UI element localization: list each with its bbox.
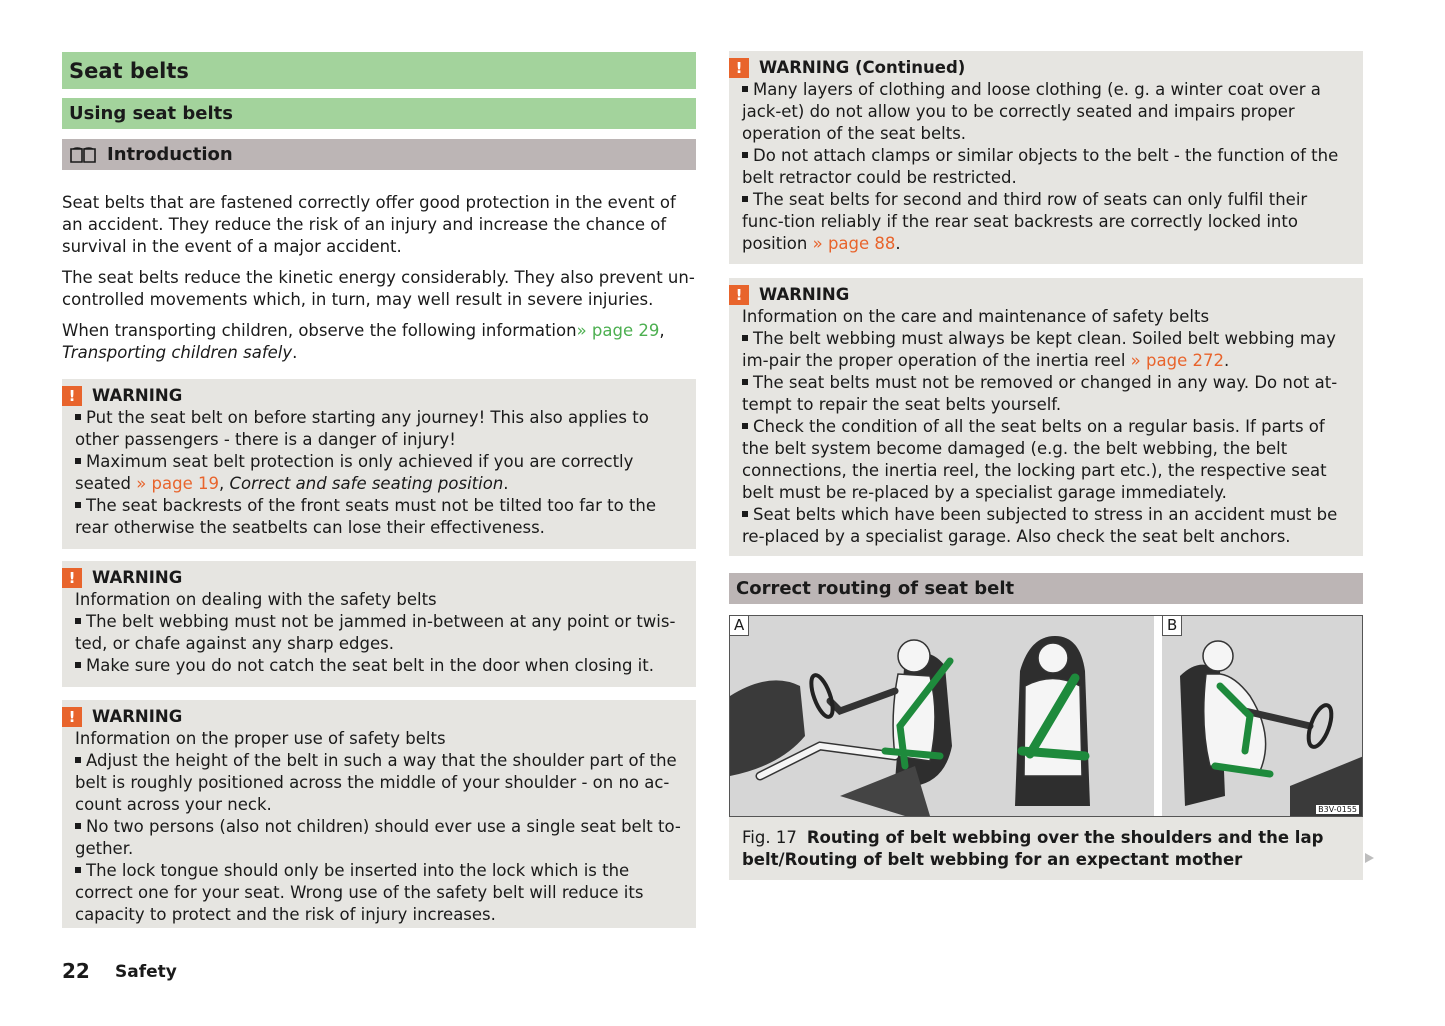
warning-2-intro: Information on dealing with the safety belts bbox=[75, 590, 437, 609]
heading-seat-belts: Seat belts bbox=[62, 52, 696, 89]
intro-paragraph-3: When transporting children, observe the following information» page 29, Transporting children safely. bbox=[62, 321, 665, 362]
link-page-88[interactable]: » page 88 bbox=[812, 234, 896, 253]
warning-box-3: ! WARNING Information on the proper use of safety belts Adjust the height of the belt in such a way that the shoulder part of the belt is roughly positioned across the middle of your shoulder - on no ac-count across your neck. No two persons (also not children) should ever use a single seat belt to-gether. The lock tongue should only be inserted into the lock which is the correct one for your seat. Wrong use of the safety belt will reduce its capacity to protect and the risk of injury increases. bbox=[62, 700, 696, 928]
figure-caption-number: Fig. 17 bbox=[742, 828, 797, 847]
page-number: 22 bbox=[62, 959, 90, 983]
warning-3-bullet-2: No two persons (also not children) should ever use a single seat belt to-gether. bbox=[75, 817, 681, 858]
warning-1-bullet-3: The seat backrests of the front seats must not be tilted too far to the rear otherwise the seatbelts can lose their effectiveness. bbox=[75, 496, 657, 537]
warning-2-bullet-2: Make sure you do not catch the seat belt in the door when closing it. bbox=[75, 655, 683, 677]
warning-icon: ! bbox=[729, 285, 749, 305]
warning-box-2: ! WARNING Information on dealing with the safety belts The belt webbing must not be jammed in-between at any point or twis-ted, or chafe against any sharp edges. Make sure you do not catch the seat belt in the door when closing it. bbox=[62, 561, 696, 687]
figure-17 bbox=[729, 615, 1363, 880]
warning-icon: ! bbox=[62, 707, 82, 727]
intro-text bbox=[62, 192, 696, 364]
figure-label-a: A bbox=[730, 616, 749, 636]
figure-label-b: B bbox=[1162, 616, 1182, 636]
intro-paragraph-1: Seat belts that are fastened correctly offer good protection in the event of an accident. They reduce the risk of an injury and increase the chance of survival in the event of a major accident. bbox=[62, 193, 676, 256]
warning-icon: ! bbox=[62, 568, 82, 588]
warning-4-bullet-2: The seat belts must not be removed or changed in any way. Do not at-tempt to repair the seat belts yourself. bbox=[742, 373, 1338, 414]
warning-1-bullet-2: Maximum seat belt protection is only achieved if you are correctly seated » page 19, Correct and safe seating position. bbox=[75, 452, 634, 493]
link-page-272[interactable]: » page 272 bbox=[1130, 351, 1224, 370]
warning-icon: ! bbox=[62, 386, 82, 406]
figure-caption bbox=[742, 827, 1332, 871]
warning-2-bullet-1: The belt webbing must not be jammed in-between at any point or twis-ted, or chafe against any sharp edges. bbox=[75, 612, 676, 653]
warning-3-bullet-1: Adjust the height of the belt in such a way that the shoulder part of the belt is roughly positioned across the middle of your shoulder - on no ac-count across your neck. bbox=[75, 751, 677, 814]
book-icon bbox=[69, 146, 97, 164]
warning-cont-bullet-1: Many layers of clothing and loose clothing (e. g. a winter coat over a jack-et) do not allow you to be correctly seated and impairs proper operation of the seat belts. bbox=[742, 80, 1321, 143]
warning-cont-bullet-2: Do not attach clamps or similar objects to the belt - the function of the belt retractor could be restricted. bbox=[742, 146, 1339, 187]
warning-4-bullet-3: Check the condition of all the seat belts on a regular basis. If parts of the belt system become damaged (e.g. the belt webbing, the belt connections, the inertia reel, the locking part etc.), the respective seat belt must be re-placed by a specialist garage immediately. bbox=[742, 417, 1327, 502]
figure-caption-text: Routing of belt webbing over the shoulders and the lap belt/Routing of belt webbing for an expectant mother bbox=[742, 828, 1324, 869]
heading-using-seat-belts: Using seat belts bbox=[62, 98, 696, 129]
warning-box-1: ! WARNING Put the seat belt on before starting any journey! This also applies to other passengers - there is a danger of injury! Maximum seat belt protection is only achieved if you are correctly seated » page 19, Correct and safe seating position. The seat backrests of the front seats must not be tilted too far to the rear otherwise the seatbelts can lose their effectiveness. bbox=[62, 379, 696, 549]
footer-section: Safety bbox=[115, 962, 177, 982]
warning-box-continued: ! WARNING (Continued) Many layers of clothing and loose clothing (e. g. a winter coat over a jack-et) do not allow you to be correctly seated and impairs proper operation of the seat belts. Do not attach clamps or similar objects to the belt - the function of the belt retractor could be restricted. The seat belts for second and third row of seats can only fulfil their func-tion reliably if the rear seat backrests are correctly locked into position » page 88. bbox=[729, 51, 1363, 264]
warning-4-bullet-1: The belt webbing must always be kept clean. Soiled belt webbing may im-pair the proper operation of the inertia reel » page 272. bbox=[742, 329, 1336, 370]
heading-introduction: Introduction bbox=[62, 139, 696, 170]
warning-box-4: ! WARNING Information on the care and maintenance of safety belts The belt webbing must always be kept clean. Soiled belt webbing may im-pair the proper operation of the inertia reel » page 272. The seat belts must not be removed or changed in any way. Do not at-tempt to repair the seat belts yourself. Check the condition of all the seat belts on a regular basis. If parts of the belt system become damaged (e.g. the belt webbing, the belt connections, the inertia reel, the locking part etc.), the respective seat belt must be re-placed by a specialist garage immediately. Seat belts which have been subjected to stress in an accident must be re-placed by a specialist garage. Also check the seat belt anchors. bbox=[729, 278, 1363, 556]
figure-code: B3V-0155 bbox=[1318, 805, 1357, 814]
link-page-19[interactable]: » page 19 bbox=[136, 474, 220, 493]
seatbelt-illustration bbox=[730, 616, 1363, 817]
warning-3-bullet-3: The lock tongue should only be inserted into the lock which is the correct one for your seat. Wrong use of the safety belt will reduce its capacity to protect and the risk of injury increases. bbox=[75, 861, 644, 924]
next-page-arrow-icon[interactable] bbox=[1365, 853, 1374, 863]
warning-1-bullet-1: Put the seat belt on before starting any journey! This also applies to other passengers - there is a danger of injury! bbox=[75, 408, 649, 449]
figure-image bbox=[729, 615, 1363, 817]
heading-correct-routing: Correct routing of seat belt bbox=[729, 573, 1363, 604]
intro-paragraph-2: The seat belts reduce the kinetic energy considerably. They also prevent un-controlled movements which, in turn, may well result in severe injuries. bbox=[62, 268, 695, 309]
link-page-29[interactable]: » page 29 bbox=[576, 321, 660, 340]
warning-cont-bullet-3: The seat belts for second and third row of seats can only fulfil their func-tion reliably if the rear seat backrests are correctly locked into position » page 88. bbox=[742, 190, 1308, 253]
warning-icon: ! bbox=[729, 58, 749, 78]
warning-4-intro: Information on the care and maintenance of safety belts bbox=[742, 307, 1210, 326]
warning-3-intro: Information on the proper use of safety belts bbox=[75, 729, 446, 748]
warning-4-bullet-4: Seat belts which have been subjected to stress in an accident must be re-placed by a specialist garage. Also check the seat belt anchors. bbox=[742, 505, 1338, 546]
